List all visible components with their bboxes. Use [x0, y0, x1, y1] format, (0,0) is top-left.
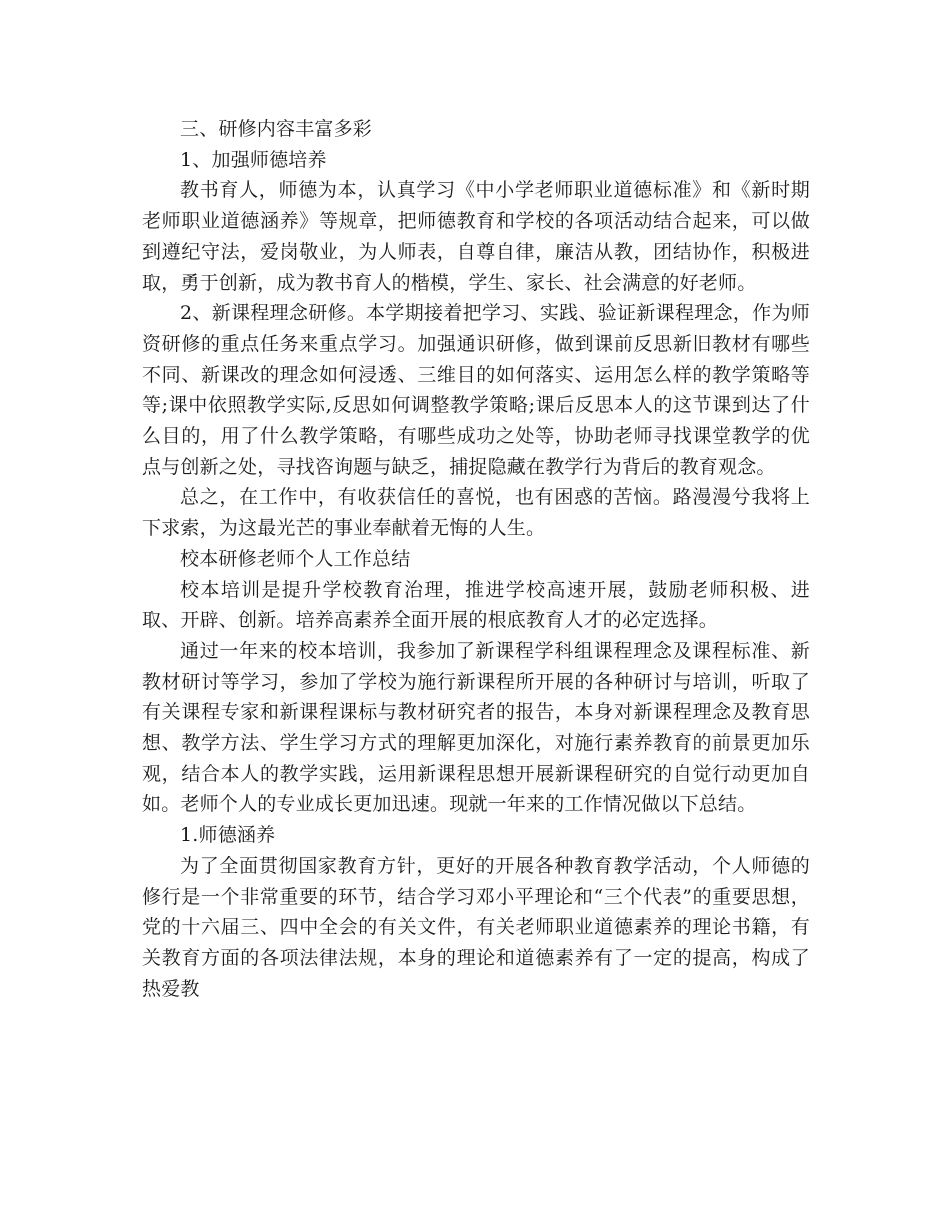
paragraph-training-review: 通过一年来的校本培训，我参加了新课程学科组课程理念及课程标准、新教材研讨等学习，参加了学校为施行新课程所开展的各种研讨与培训，听取了有关课程专家和新课程课标与教材研究者的报告，本身对新课程理念及教育思想、教学方法、学生学习方式的理解更加深化，对施行素养教育的前景更加乐观，结合本人的教学实践，运用新课程思想开展新课程研究的自觉行动更加自如。老师个人的专业成长更加迅速。现就一年来的工作情况做以下总结。 [142, 639, 810, 816]
paragraph-conclusion: 总之，在工作中，有收获信任的喜悦，也有困惑的苦恼。路漫漫兮我将上下求索，为这最光芒的事业奉献着无悔的人生。 [142, 486, 810, 540]
document-page [142, 114, 810, 1004]
paragraph-ethics-cultivation: 为了全面贯彻国家教育方针，更好的开展各种教育教学活动，个人师德的修行是一个非常重要的环节，结合学习邓小平理论和“三个代表”的重要思想，党的十六届三、四中全会的有关文件，有关老师职业道德素养的理论书籍，有关教育方面的各项法律法规，本身的理论和道德素养有了一定的提高，构成了热爱教 [142, 854, 810, 1000]
paragraph-new-curriculum: 2、新课程理念研修。本学期接着把学习、实践、验证新课程理念，作为师资研修的重点任务来重点学习。加强通识研修，做到课前反思新旧教材有哪些不同、新课改的理念如何浸透、三维目的如何落实、运用怎么样的教学策略等等;课中依照教学实际,反思如何调整教学策略;课后反思本人的这节课到达了什么目的，用了什么教学策略，有哪些成功之处等，协助老师寻找课堂教学的优点与创新之处，寻找咨询题与缺乏，捕捉隐藏在教学行为背后的教育观念。 [142, 302, 810, 478]
paragraph-ethics: 教书育人，师德为本，认真学习《中小学老师职业道德标准》和《新时期老师职业道德涵养》等规章，把师德教育和学校的各项活动结合起来，可以做到遵纪守法，爱岗敬业，为人师表，自尊自律，廉洁从教，团结协作，积极进取，勇于创新，成为教书育人的楷模，学生、家长、社会满意的好老师。 [142, 179, 810, 294]
subheading-1: 1、加强师德培养 [180, 148, 327, 171]
paragraph-intro: 校本培训是提升学校教育治理，推进学校高速开展，鼓励老师积极、进取、开辟、创新。培养高素养全面开展的根底教育人才的必定选择。 [142, 578, 810, 632]
subheading-ethics-cultivation: 1.师德涵养 [180, 824, 276, 847]
section-heading-3: 三、研修内容丰富多彩 [180, 118, 373, 140]
document-title: 校本研修老师个人工作总结 [180, 547, 411, 570]
